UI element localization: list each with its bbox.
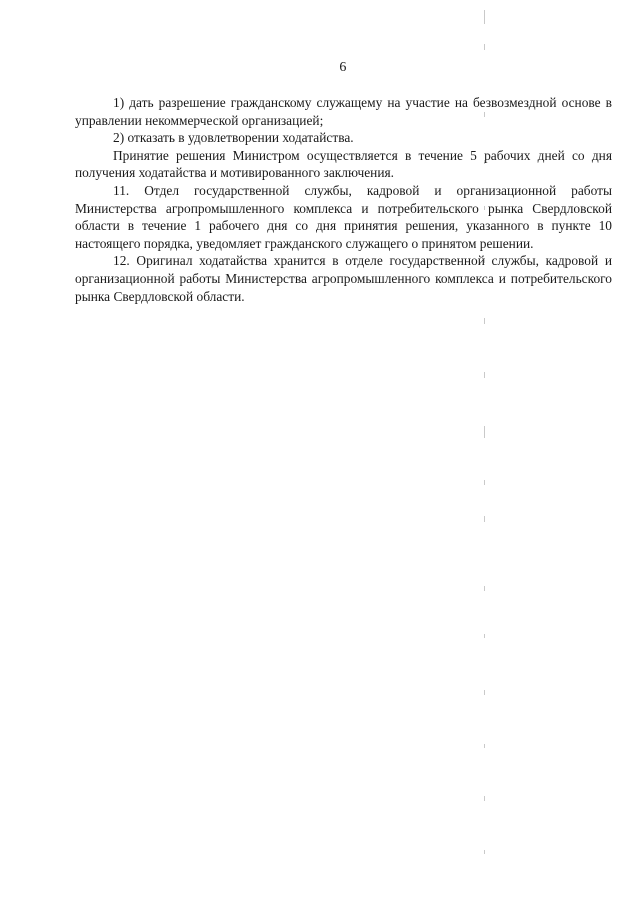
paragraph-item-11: 11. Отдел государственной службы, кадровой и организационной работы Министерства агропромышленного комплекса и потребительского рынка Свердловской области в течение 1 рабочего дня со дня принятия решения, указанного в пункте 10 настоящего порядка, уведомляет гражданского служащего о принятом решении. (75, 182, 612, 251)
paragraph-option-2: 2) отказать в удовлетворении ходатайства. (113, 130, 354, 146)
paragraph-decision-term: Принятие решения Министром осуществляется в течение 5 рабочих дней со дня получения ходатайства и мотивированного заключения. (75, 147, 612, 181)
document-body (75, 94, 612, 305)
paragraph-option-1: 1) дать разрешение гражданскому служащему на участие на безвозмездной основе в управлении некоммерческой организацией; (75, 95, 612, 128)
page-number: 6 (339, 60, 347, 75)
paragraph-item-12: 12. Оригинал ходатайства хранится в отделе государственной службы, кадровой и организационной работы Министерства агропромышленного комплекса и потребительского рынка Свердловской области. (75, 253, 612, 304)
